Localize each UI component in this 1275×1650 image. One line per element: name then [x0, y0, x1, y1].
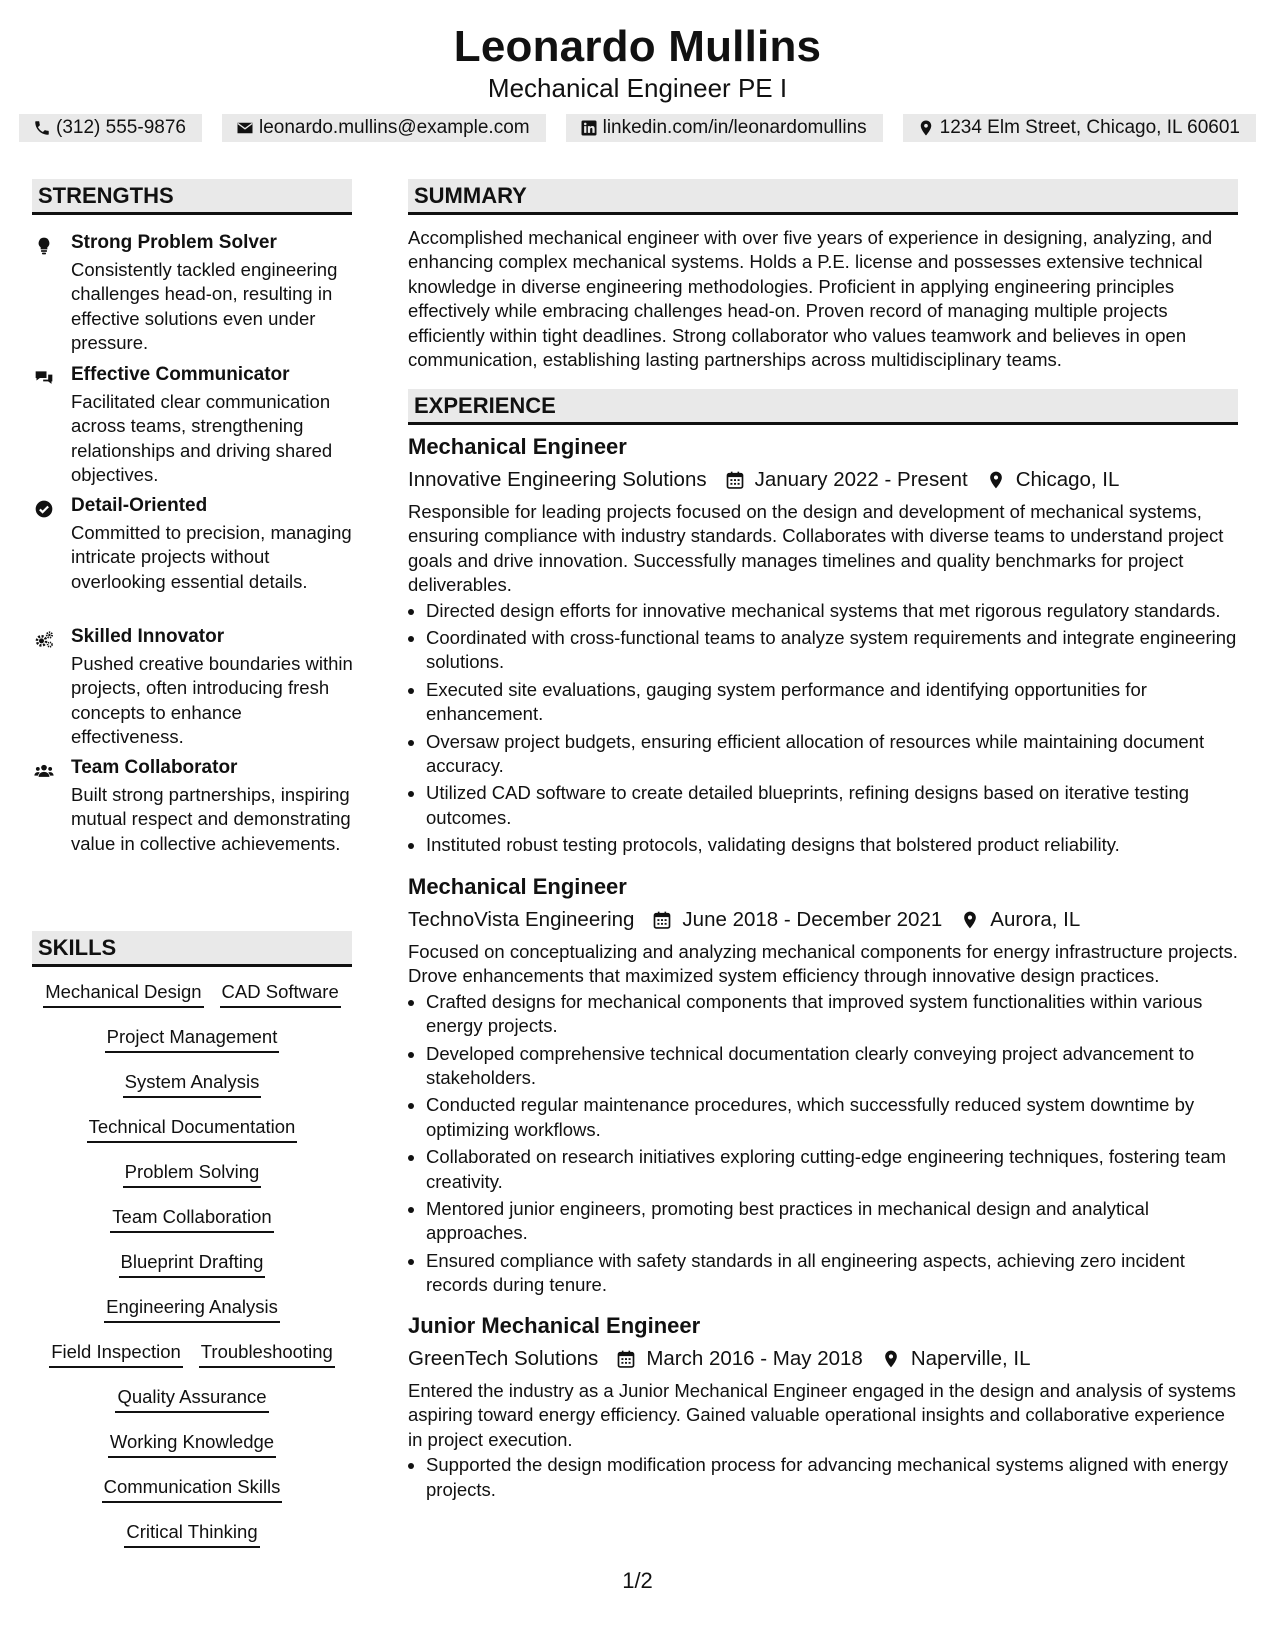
email-text: leonardo.mullins@example.com — [258, 117, 530, 138]
job-dates: January 2022 - Present — [754, 468, 968, 491]
skill-tag: Problem Solving — [123, 1160, 262, 1188]
job-location: Aurora, IL — [990, 908, 1081, 931]
strength-desc: Committed to precision, managing intricate projects without overlooking essential details. — [71, 522, 352, 592]
job-bullet: • Conducted regular maintenance procedures, which successfully reduced system downtime by optimizing workflows. — [426, 1093, 1238, 1142]
skill-tag: Working Knowledge — [108, 1430, 276, 1458]
job-entry — [408, 1313, 1238, 1505]
calendar-icon — [725, 470, 745, 490]
job-location: Chicago, IL — [1015, 468, 1120, 491]
job-dates: March 2016 - May 2018 — [646, 1347, 863, 1370]
job-entry — [408, 434, 1238, 861]
phone-icon — [33, 119, 51, 137]
job-bullets — [408, 599, 1238, 858]
job-bullet: • Executed site evaluations, gauging system performance and identifying opportunities for enhancement. — [426, 678, 1238, 727]
strength-title: Effective Communicator — [71, 364, 290, 385]
experience-heading: EXPERIENCE — [408, 389, 1238, 425]
map-pin-icon — [986, 470, 1006, 490]
job-bullet: • Collaborated on research initiatives exploring cutting-edge engineering techniques, fostering team creativity. — [426, 1145, 1238, 1194]
gears-icon — [32, 628, 56, 652]
skill-tag: Field Inspection — [49, 1340, 183, 1368]
candidate-title: Mechanical Engineer PE I — [487, 73, 788, 103]
skill-tag: CAD Software — [220, 980, 341, 1008]
job-title: Mechanical Engineer — [408, 874, 627, 899]
address-text: 1234 Elm Street, Chicago, IL 60601 — [939, 117, 1240, 138]
job-company: TechnoVista Engineering — [408, 908, 635, 931]
strength-desc: Facilitated clear communication across teams, strengthening relationships and driving shared objectives. — [71, 391, 333, 486]
job-bullet: • Crafted designs for mechanical components that improved system functionalities within various energy projects. — [426, 990, 1238, 1039]
linkedin-icon — [580, 119, 598, 137]
job-company: Innovative Engineering Solutions — [408, 468, 707, 491]
linkedin-text: linkedin.com/in/leonardomullins — [602, 117, 867, 138]
calendar-icon — [616, 1349, 636, 1369]
check-circle-icon — [32, 497, 56, 521]
map-pin-icon — [881, 1349, 901, 1369]
users-icon — [32, 759, 56, 783]
strength-title: Skilled Innovator — [71, 626, 225, 647]
job-description: Focused on conceptualizing and analyzing mechanical components for energy infrastructure projects. Drove enhancements that maximized system efficiency through innovative design practices. — [408, 941, 1238, 987]
job-bullet: • Instituted robust testing protocols, validating designs that bolstered product reliability. — [426, 833, 1238, 857]
skill-tag: System Analysis — [123, 1070, 262, 1098]
job-description: Entered the industry as a Junior Mechanical Engineer engaged in the design and analysis of systems aspiring toward energy efficiency. Gained valuable operational insights and collaborative experience in project execution. — [408, 1380, 1236, 1450]
skill-tag: Blueprint Drafting — [119, 1250, 266, 1278]
strengths-heading: STRENGTHS — [32, 179, 352, 215]
job-bullet: • Ensured compliance with safety standards in all engineering aspects, achieving zero incident records during tenure. — [426, 1249, 1238, 1298]
skill-tag: Quality Assurance — [115, 1385, 268, 1413]
skill-tag: Communication Skills — [102, 1475, 283, 1503]
job-dates: June 2018 - December 2021 — [682, 908, 943, 931]
job-title: Mechanical Engineer — [408, 434, 627, 459]
skills-list — [32, 980, 352, 1565]
skill-tag: Critical Thinking — [124, 1520, 259, 1548]
job-bullet: • Oversaw project budgets, ensuring efficient allocation of resources while maintaining document accuracy. — [426, 730, 1238, 779]
envelope-icon — [236, 119, 254, 137]
email-chip[interactable] — [222, 114, 546, 142]
phone-text: (312) 555-9876 — [56, 117, 186, 138]
job-meta — [408, 464, 1238, 496]
chat-bubbles-icon — [32, 366, 56, 390]
skill-tag: Mechanical Design — [43, 980, 203, 1008]
skill-tag: Troubleshooting — [199, 1340, 335, 1368]
job-company: GreenTech Solutions — [408, 1347, 599, 1370]
job-bullet: • Mentored junior engineers, promoting best practices in mechanical design and analytical approaches. — [426, 1197, 1238, 1246]
job-location: Naperville, IL — [910, 1347, 1031, 1370]
job-bullet: • Supported the design modification process for advancing mechanical systems aligned with energy projects. — [426, 1453, 1238, 1502]
job-description: Responsible for leading projects focused on the design and development of mechanical systems, ensuring compliance with industry standards. Collaborates with diverse teams to understand project goals and drive innovation. Successfully manages timelines and quality benchmarks for project deliverables. — [408, 501, 1224, 596]
lightbulb-icon — [32, 234, 56, 258]
contact-bar — [0, 114, 1275, 142]
candidate-name: Leonardo Mullins — [453, 22, 822, 71]
map-pin-icon — [917, 119, 935, 137]
phone-chip[interactable] — [19, 114, 202, 142]
skill-tag: Team Collaboration — [110, 1205, 273, 1233]
skills-heading: SKILLS — [32, 931, 352, 967]
job-bullet: • Directed design efforts for innovative mechanical systems that met rigorous regulatory standards. — [426, 599, 1238, 623]
strength-desc: Pushed creative boundaries within projects, often introducing fresh concepts to enhance effectiveness. — [71, 653, 353, 748]
summary-text: Accomplished mechanical engineer with over five years of experience in designing, analyzing, and enhancing complex mechanical systems. Holds a P.E. license and possesses extensive technical knowledge in diverse engineering methodologies. Proficient in applying engineering principles effectively while embracing challenges head-on. Proven record of managing multiple projects efficiently within tight deadlines. Strong collaborator who values teamwork and believes in open communication, establishing lasting partnerships across multidisciplinary teams. — [408, 227, 1213, 371]
strength-title: Strong Problem Solver — [71, 232, 277, 253]
job-bullet: • Coordinated with cross-functional teams to analyze system requirements and integrate engineering solutions. — [426, 626, 1238, 675]
job-bullets — [408, 1453, 1238, 1502]
strength-title: Team Collaborator — [71, 757, 238, 778]
job-bullet: • Developed comprehensive technical documentation clearly conveying project advancement to stakeholders. — [426, 1042, 1238, 1091]
summary-heading: SUMMARY — [408, 179, 1238, 215]
job-bullets — [408, 990, 1238, 1298]
strength-desc: Consistently tackled engineering challenges head-on, resulting in effective solutions even under pressure. — [71, 259, 338, 354]
page-number: 1/2 — [622, 1568, 653, 1593]
strength-desc: Built strong partnerships, inspiring mutual respect and demonstrating value in collective achievements. — [71, 784, 351, 854]
job-bullet: • Utilized CAD software to create detailed blueprints, refining designs based on iterative testing outcomes. — [426, 781, 1238, 830]
skill-tag: Technical Documentation — [87, 1115, 298, 1143]
linkedin-chip[interactable] — [566, 114, 883, 142]
skill-tag: Project Management — [105, 1025, 280, 1053]
job-meta — [408, 1343, 1238, 1375]
job-title: Junior Mechanical Engineer — [408, 1313, 701, 1338]
address-chip — [903, 114, 1256, 142]
strength-title: Detail-Oriented — [71, 495, 208, 516]
job-meta — [408, 904, 1238, 936]
calendar-icon — [652, 910, 672, 930]
job-entry — [408, 874, 1238, 1301]
skill-tag: Engineering Analysis — [104, 1295, 280, 1323]
map-pin-icon — [960, 910, 980, 930]
